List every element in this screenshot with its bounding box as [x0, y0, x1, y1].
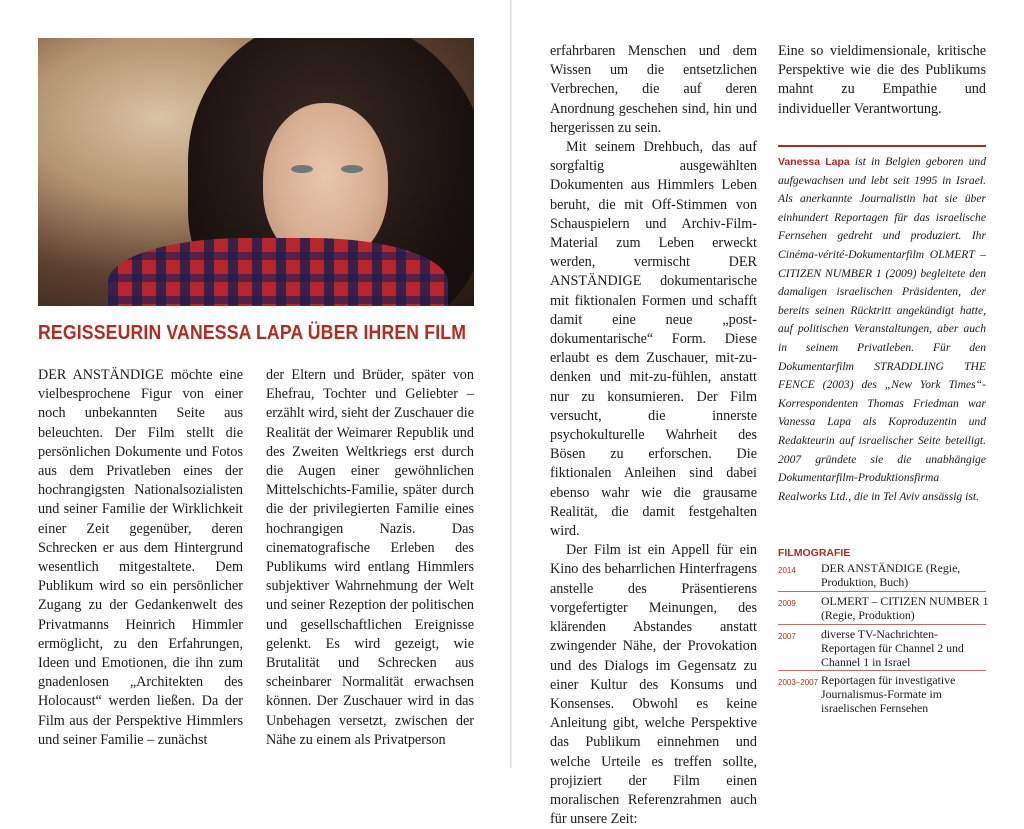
entry-title: DER ANSTÄNDIGE (Regie, Produktion, Buch) — [821, 561, 961, 589]
text-column-2 — [266, 366, 474, 750]
bio-divider — [778, 145, 986, 147]
filmografie-entry — [778, 562, 988, 590]
filmografie-separator — [778, 670, 986, 671]
portrait-photo — [38, 38, 474, 306]
text-column-4 — [778, 42, 986, 119]
paragraph: Eine so vieldimensionale, kritische Perspektive wie die des Publikums mahnt zu Empathie und individueller Verantwortung. — [778, 43, 986, 117]
paragraph: Mit seinem Drehbuch, das auf sorgfaltig ausgewählten Dokumenten aus Himmlers Leben beruht, die mit Off-Stimmen von Schauspielern und Archiv-Film-Material zum Leben erweckt werden, vermischt DER ANSTÄNDIGE dokumentarische mit fiktionalen Formen und schafft damit eine neue „post-dokumentarische“ Form. Diese erlaubt es dem Zuschauer, mit-zu-denken und mit-zu-fühlen, anstatt nur zu konsumieren. Der Film versucht, die innerste psychokulturelle Wahrheit des Bösen zu erforschen. Die fiktionalen Anleihen sind dabei ebenso wahr wie die grausame Realität, die damit festgehalten wird. — [550, 139, 757, 540]
filmografie-entry — [778, 628, 988, 670]
entry-title: diverse TV-Nachrichten-Reportagen für Channel 2 und Channel 1 in Israel — [821, 627, 964, 669]
page-gutter — [510, 0, 512, 768]
filmografie-separator — [778, 624, 986, 625]
text-column-1 — [38, 366, 243, 750]
entry-year: 2003–2007 — [778, 678, 819, 687]
article-heading: REGISSEURIN VANESSA LAPA ÜBER IHREN FILM — [38, 321, 467, 344]
filmografie-separator — [778, 591, 986, 592]
filmografie-entry — [778, 595, 988, 623]
entry-year: 2014 — [778, 566, 796, 575]
director-bio — [778, 153, 986, 506]
photo-eye-left — [291, 165, 313, 173]
paragraph: erfahrbaren Menschen und dem Wissen um die entsetzlichen Verbrechen, die auf deren Anordnung geschehen sind, hin und hergerissen zu sein. — [550, 43, 757, 136]
entry-year: 2007 — [778, 632, 796, 641]
paragraph: Der Film ist ein Appell für ein Kino des beharrlichen Hinterfragens anstelle des Präsentierens vorgefertigter Meinungen, des klärenden Abstandes anstatt zwingender Nähe, der Provokation und des Dialogs im Gegensatz zu einer Kultur des Konsums und Konsenses. Obwohl es keine Anleitung gibt, welche Perspektive das Publikum einnehmen und welche Urteile es treffen sollte, projiziert der Film einen moralischen Referenzrahmen auch für unsere Zeit: — [550, 542, 757, 828]
photo-eye-right — [341, 165, 363, 173]
entry-title: OLMERT – CITIZEN NUMBER 1 (Regie, Produktion) — [821, 594, 989, 622]
bio-text: ist in Belgien geboren und aufgewachsen und lebt seit 1995 in Israel. Als anerkannte Journalistin hat sie über einhundert Reportagen für das israelische Fernsehen gedreht und produziert. Ihr Cinéma-vérité-Dokumentarfilm OLMERT – CITIZEN NUMBER 1 (2009) begleitete den damaligen israelischen Präsidenten, der bereits seinen Rücktritt angekündigt hatte, auf politischen Veranstaltungen, aber auch in seinem Privatleben. Für den Dokumentarfilm STRADDLING THE FENCE (2003) des „New York Times“-Korrespondenten Thomas Friedman war Vanessa Lapa als Koproduzentin und Redakteurin auf israelischer Seite beteiligt. 2007 gründete sie die unabhängige Dokumentarfilm-Produktionsfirma Realworks Ltd., die in Tel Aviv ansässig ist. — [778, 155, 986, 503]
entry-year: 2009 — [778, 599, 796, 608]
paragraph: DER ANSTÄNDIGE möchte eine vielbesprochene Figur von einer noch unbekannten Seite aus beleuchten. Der Film stellt die persönlichen Dokumente und Fotos aus dem Privatleben eines der hochrangigsten Nationalsozialisten und seiner Familie der Wirklichkeit einer Zeit gegenüber, deren Schrecken er aus dem Hintergrund wesentlich mitgestaltete. Dem Publikum wird so ein persönlicher Zugang zu der Gedankenwelt des Privatmanns Heinrich Himmler ermöglicht, zu den Erfahrungen, Ideen und Emotionen, die ihn zum gnadenlosen „Architekten des Holocaust“ werden ließen. Da der Film aus der Perspektive Himmlers und seiner Familie – zunächst — [38, 367, 243, 748]
filmografie-title: FILMOGRAFIE — [778, 547, 851, 559]
bio-name: Vanessa Lapa — [778, 156, 850, 168]
entry-title: Reportagen für investigative Journalismus-Formate im israelischen Fernsehen — [821, 673, 956, 715]
photo-plaid-shirt — [108, 238, 448, 306]
paragraph: der Eltern und Brüder, später von Ehefrau, Tochter und Geliebter – erzählt wird, sieht der Zuschauer die Realität der Weimarer Republik und des Zweiten Weltkriegs erst durch die Augen einer gewöhnlichen Mittelschichts-Familie, später durch die der privilegierten Familie eines hochrangigen Nazis. Das cinematografische Erleben des Publikums wird entlang Himmlers subjektiver Wahrnehmung der Welt und seiner Rezeption der politischen und gesellschaftlichen Ereignisse gelenkt. Es wird gezeigt, wie Brutalität und Schrecken aus scheinbarer Normalität erwachsen können. Der Zuschauer wird in das Unbehagen versetzt, zwischen der Nähe zu einem als Privatperson — [266, 367, 474, 748]
filmografie-entry — [778, 674, 988, 716]
text-column-3 — [550, 42, 757, 829]
